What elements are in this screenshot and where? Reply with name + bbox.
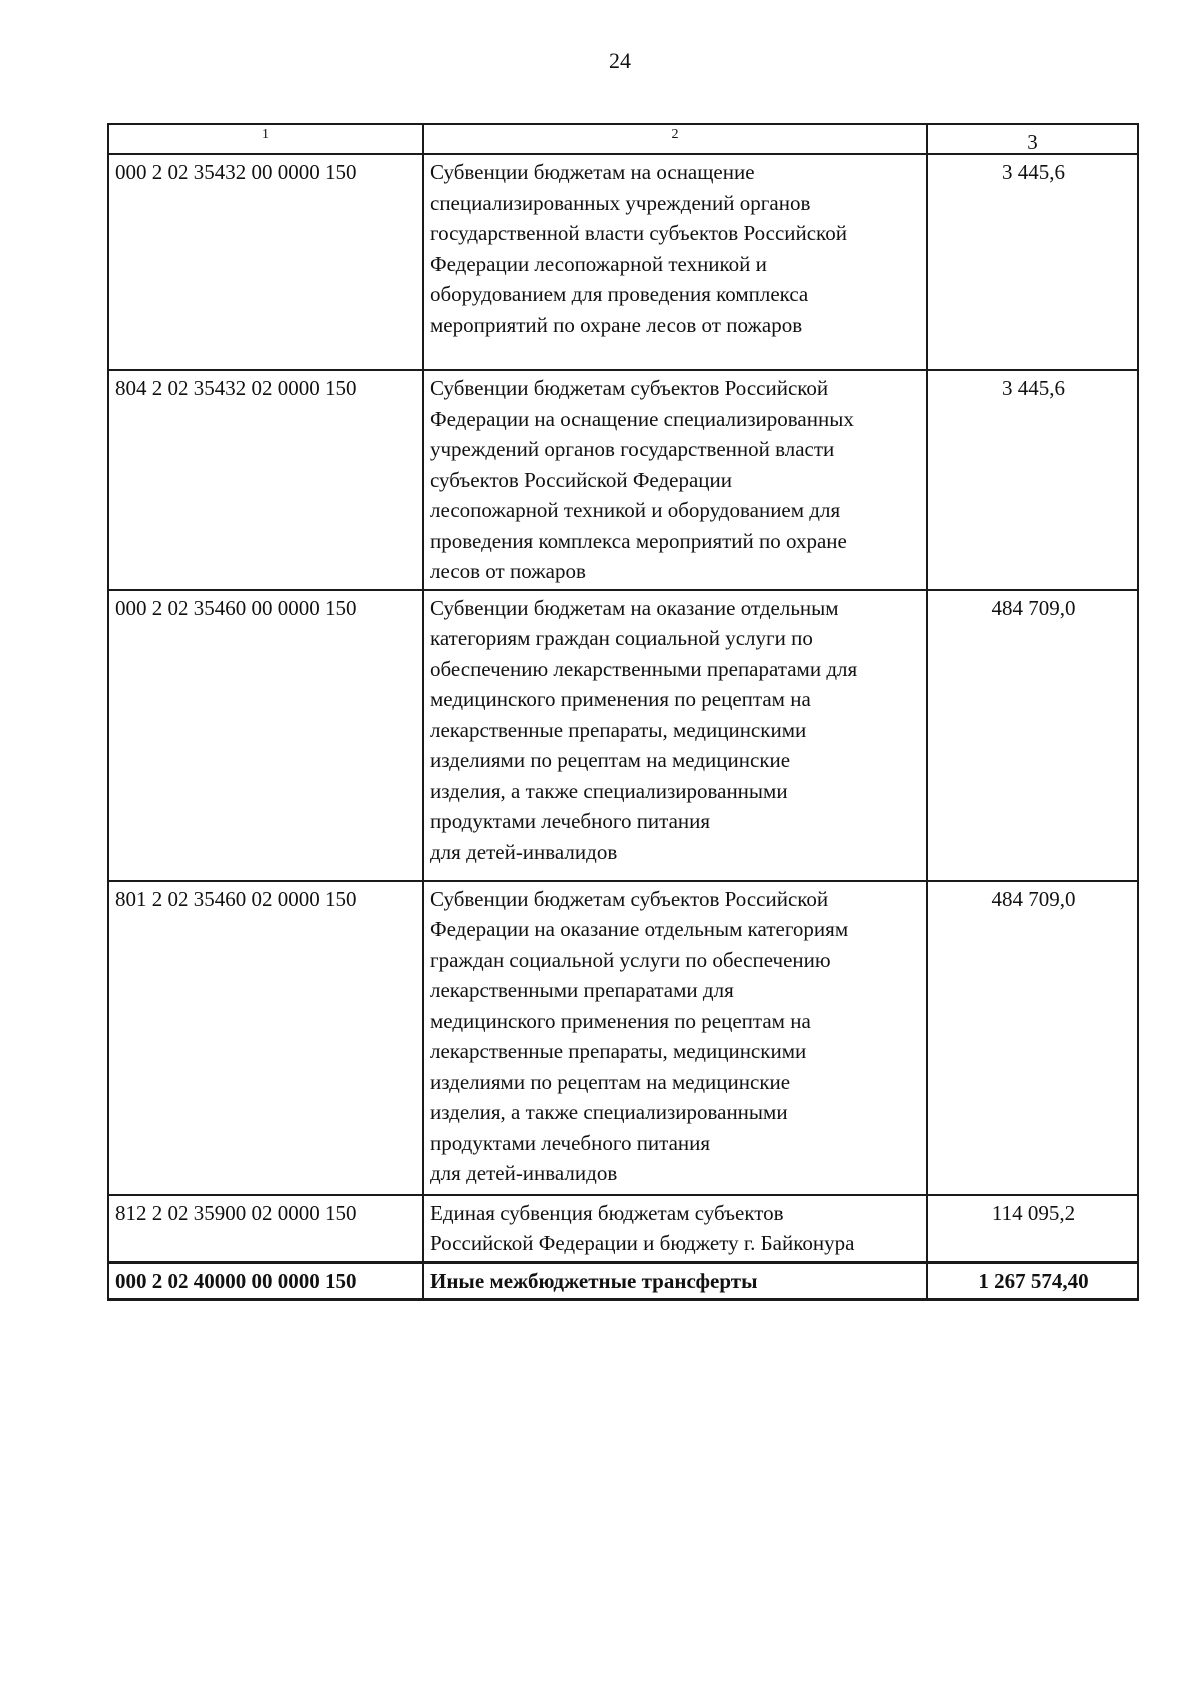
table-header-row xyxy=(108,124,1138,154)
amount-cell: 114 095,2 xyxy=(927,1195,1138,1263)
budget-code-cell: 000 2 02 35460 00 0000 150 xyxy=(108,590,423,881)
amount-cell: 3 445,6 xyxy=(927,154,1138,370)
column-header-code: 1 xyxy=(108,124,423,154)
table-row xyxy=(108,590,1138,881)
description-cell: Субвенции бюджетам на оказание отдельным категориям граждан социальной услуги по обеспечению лекарственными препаратами для медицинского применения по рецептам на лекарственные препараты, медицинскими изделиями по рецептам на медицинские изделия, а также специализированными продуктами лечебного питания для детей-инвалидов xyxy=(423,590,927,881)
amount-cell: 3 445,6 xyxy=(927,370,1138,590)
table-row xyxy=(108,881,1138,1195)
budget-code-cell: 812 2 02 35900 02 0000 150 xyxy=(108,1195,423,1263)
column-header-description: 2 xyxy=(423,124,927,154)
amount-cell: 484 709,0 xyxy=(927,590,1138,881)
table-row xyxy=(108,370,1138,590)
amount-cell: 484 709,0 xyxy=(927,881,1138,1195)
page-number: 24 xyxy=(609,48,631,73)
description-cell: Субвенции бюджетам субъектов Российской Федерации на оказание отдельным категориям граждан социальной услуги по обеспечению лекарственными препаратами для медицинского применения по рецептам на лекарственные препараты, медицинскими изделиями по рецептам на медицинские изделия, а также специализированными продуктами лечебного питания для детей-инвалидов xyxy=(423,881,927,1195)
budget-revenue-table xyxy=(107,123,1139,1301)
budget-code-cell: 000 2 02 35432 00 0000 150 xyxy=(108,154,423,370)
description-cell: Субвенции бюджетам субъектов Российской Федерации на оснащение специализированных учреждений органов государственной власти субъектов Российской Федерации лесопожарной техникой и оборудованием для проведения комплекса мероприятий по охране лесов от пожаров xyxy=(423,370,927,590)
budget-code-cell: 804 2 02 35432 02 0000 150 xyxy=(108,370,423,590)
description-cell: Субвенции бюджетам на оснащение специализированных учреждений органов государственной власти субъектов Российской Федерации лесопожарной техникой и оборудованием для проведения комплекса мероприятий по охране лесов от пожаров xyxy=(423,154,927,370)
total-code-cell: 000 2 02 40000 00 0000 150 xyxy=(108,1262,423,1300)
total-row xyxy=(108,1262,1138,1300)
table-row xyxy=(108,154,1138,370)
total-description-cell: Иные межбюджетные трансферты xyxy=(423,1262,927,1300)
table-row xyxy=(108,1195,1138,1263)
column-header-amount: 3 xyxy=(927,124,1138,154)
description-cell: Единая субвенция бюджетам субъектов Российской Федерации и бюджету г. Байконура xyxy=(423,1195,927,1263)
budget-code-cell: 801 2 02 35460 02 0000 150 xyxy=(108,881,423,1195)
total-amount-cell: 1 267 574,40 xyxy=(927,1262,1138,1300)
